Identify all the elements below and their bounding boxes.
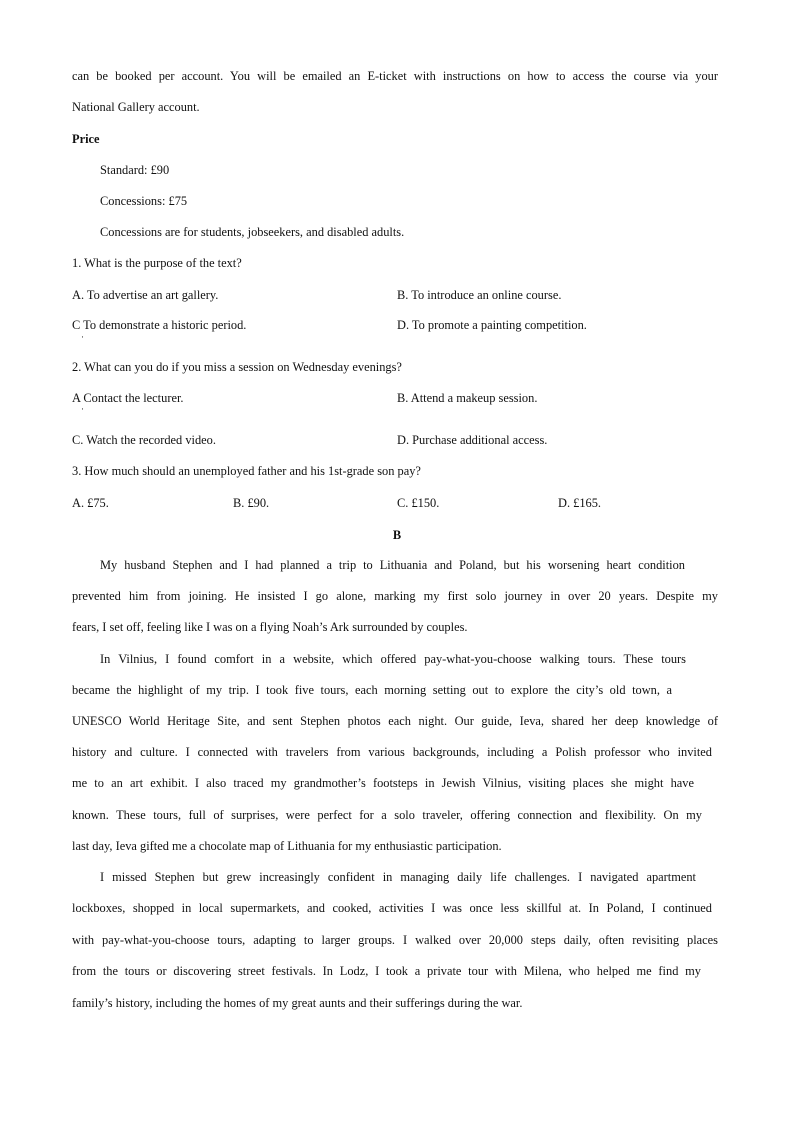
paragraph-line: In Vilnius, I found comfort in a website, which offered pay-what-you-choose walking tours. These tours — [100, 652, 686, 666]
paragraph-line: My husband Stephen and I had planned a trip to Lithuania and Poland, but his worsening heart condition — [100, 558, 685, 572]
price-note: Concessions are for students, jobseekers, and disabled adults. — [100, 225, 405, 239]
paragraph-line: prevented him from joining. He insisted I go alone, marking my first solo journey in over 20 years. Despite my — [72, 589, 718, 603]
q3-option-c: C. £150. — [397, 496, 440, 510]
question-2-stem: 2. What can you do if you miss a session on Wednesday evenings? — [72, 360, 402, 374]
stray-mark: · — [81, 332, 84, 342]
paragraph-line: known. These tours, full of surprises, were perfect for a solo traveler, offering connection and flexibility. On my — [72, 808, 702, 822]
paragraph-line: fears, I set off, feeling like I was on a flying Noah’s Ark surrounded by couples. — [72, 620, 468, 634]
q1-option-d: D. To promote a painting competition. — [397, 318, 587, 332]
paragraph-line: lockboxes, shopped in local supermarkets, and cooked, activities I was once less skillful at. In Poland, I continued — [72, 901, 712, 915]
price-standard: Standard: £90 — [100, 163, 170, 177]
paragraph-line: I missed Stephen but grew increasingly confident in managing daily life challenges. I navigated apartment — [100, 870, 696, 884]
q3-option-d: D. £165. — [558, 496, 602, 510]
intro-line: National Gallery account. — [72, 100, 200, 114]
paragraph-line: last day, Ieva gifted me a chocolate map of Lithuania for my enthusiastic participation. — [72, 839, 502, 853]
question-3-stem: 3. How much should an unemployed father and his 1st-grade son pay? — [72, 464, 421, 478]
q1-option-c: C To demonstrate a historic period. — [72, 318, 247, 332]
section-heading: B — [392, 528, 402, 542]
stray-mark: · — [81, 404, 84, 414]
price-concessions: Concessions: £75 — [100, 194, 188, 208]
q2-option-d: D. Purchase additional access. — [397, 433, 548, 447]
intro-line: can be booked per account. You will be emailed an E-ticket with instructions on how to access the course via your — [72, 69, 718, 83]
paragraph-line: history and culture. I connected with travelers from various backgrounds, including a Polish professor who invited — [72, 745, 712, 759]
paragraph-line: with pay-what-you-choose tours, adapting to larger groups. I walked over 20,000 steps daily, often revisiting places — [72, 933, 718, 947]
q2-option-b: B. Attend a makeup session. — [397, 391, 538, 405]
paragraph-line: became the highlight of my trip. I took five tours, each morning setting out to explore the city’s old town, a — [72, 683, 672, 697]
q1-option-a: A. To advertise an art gallery. — [72, 288, 219, 302]
paragraph-line: UNESCO World Heritage Site, and sent Stephen photos each night. Our guide, Ieva, shared her deep knowledge of — [72, 714, 718, 728]
q2-option-a: A Contact the lecturer. — [72, 391, 184, 405]
price-heading: Price — [72, 132, 100, 146]
q3-option-b: B. £90. — [233, 496, 270, 510]
question-1-stem: 1. What is the purpose of the text? — [72, 256, 242, 270]
q3-option-a: A. £75. — [72, 496, 109, 510]
paragraph-line: me to an art exhibit. I also traced my grandmother’s footsteps in Jewish Vilnius, visiting places she might have — [72, 776, 694, 790]
q2-option-c: C. Watch the recorded video. — [72, 433, 216, 447]
paragraph-line: family’s history, including the homes of my great aunts and their sufferings during the war. — [72, 996, 523, 1010]
q1-option-b: B. To introduce an online course. — [397, 288, 562, 302]
paragraph-line: from the tours or discovering street festivals. In Lodz, I took a private tour with Milena, who helped me find my — [72, 964, 701, 978]
